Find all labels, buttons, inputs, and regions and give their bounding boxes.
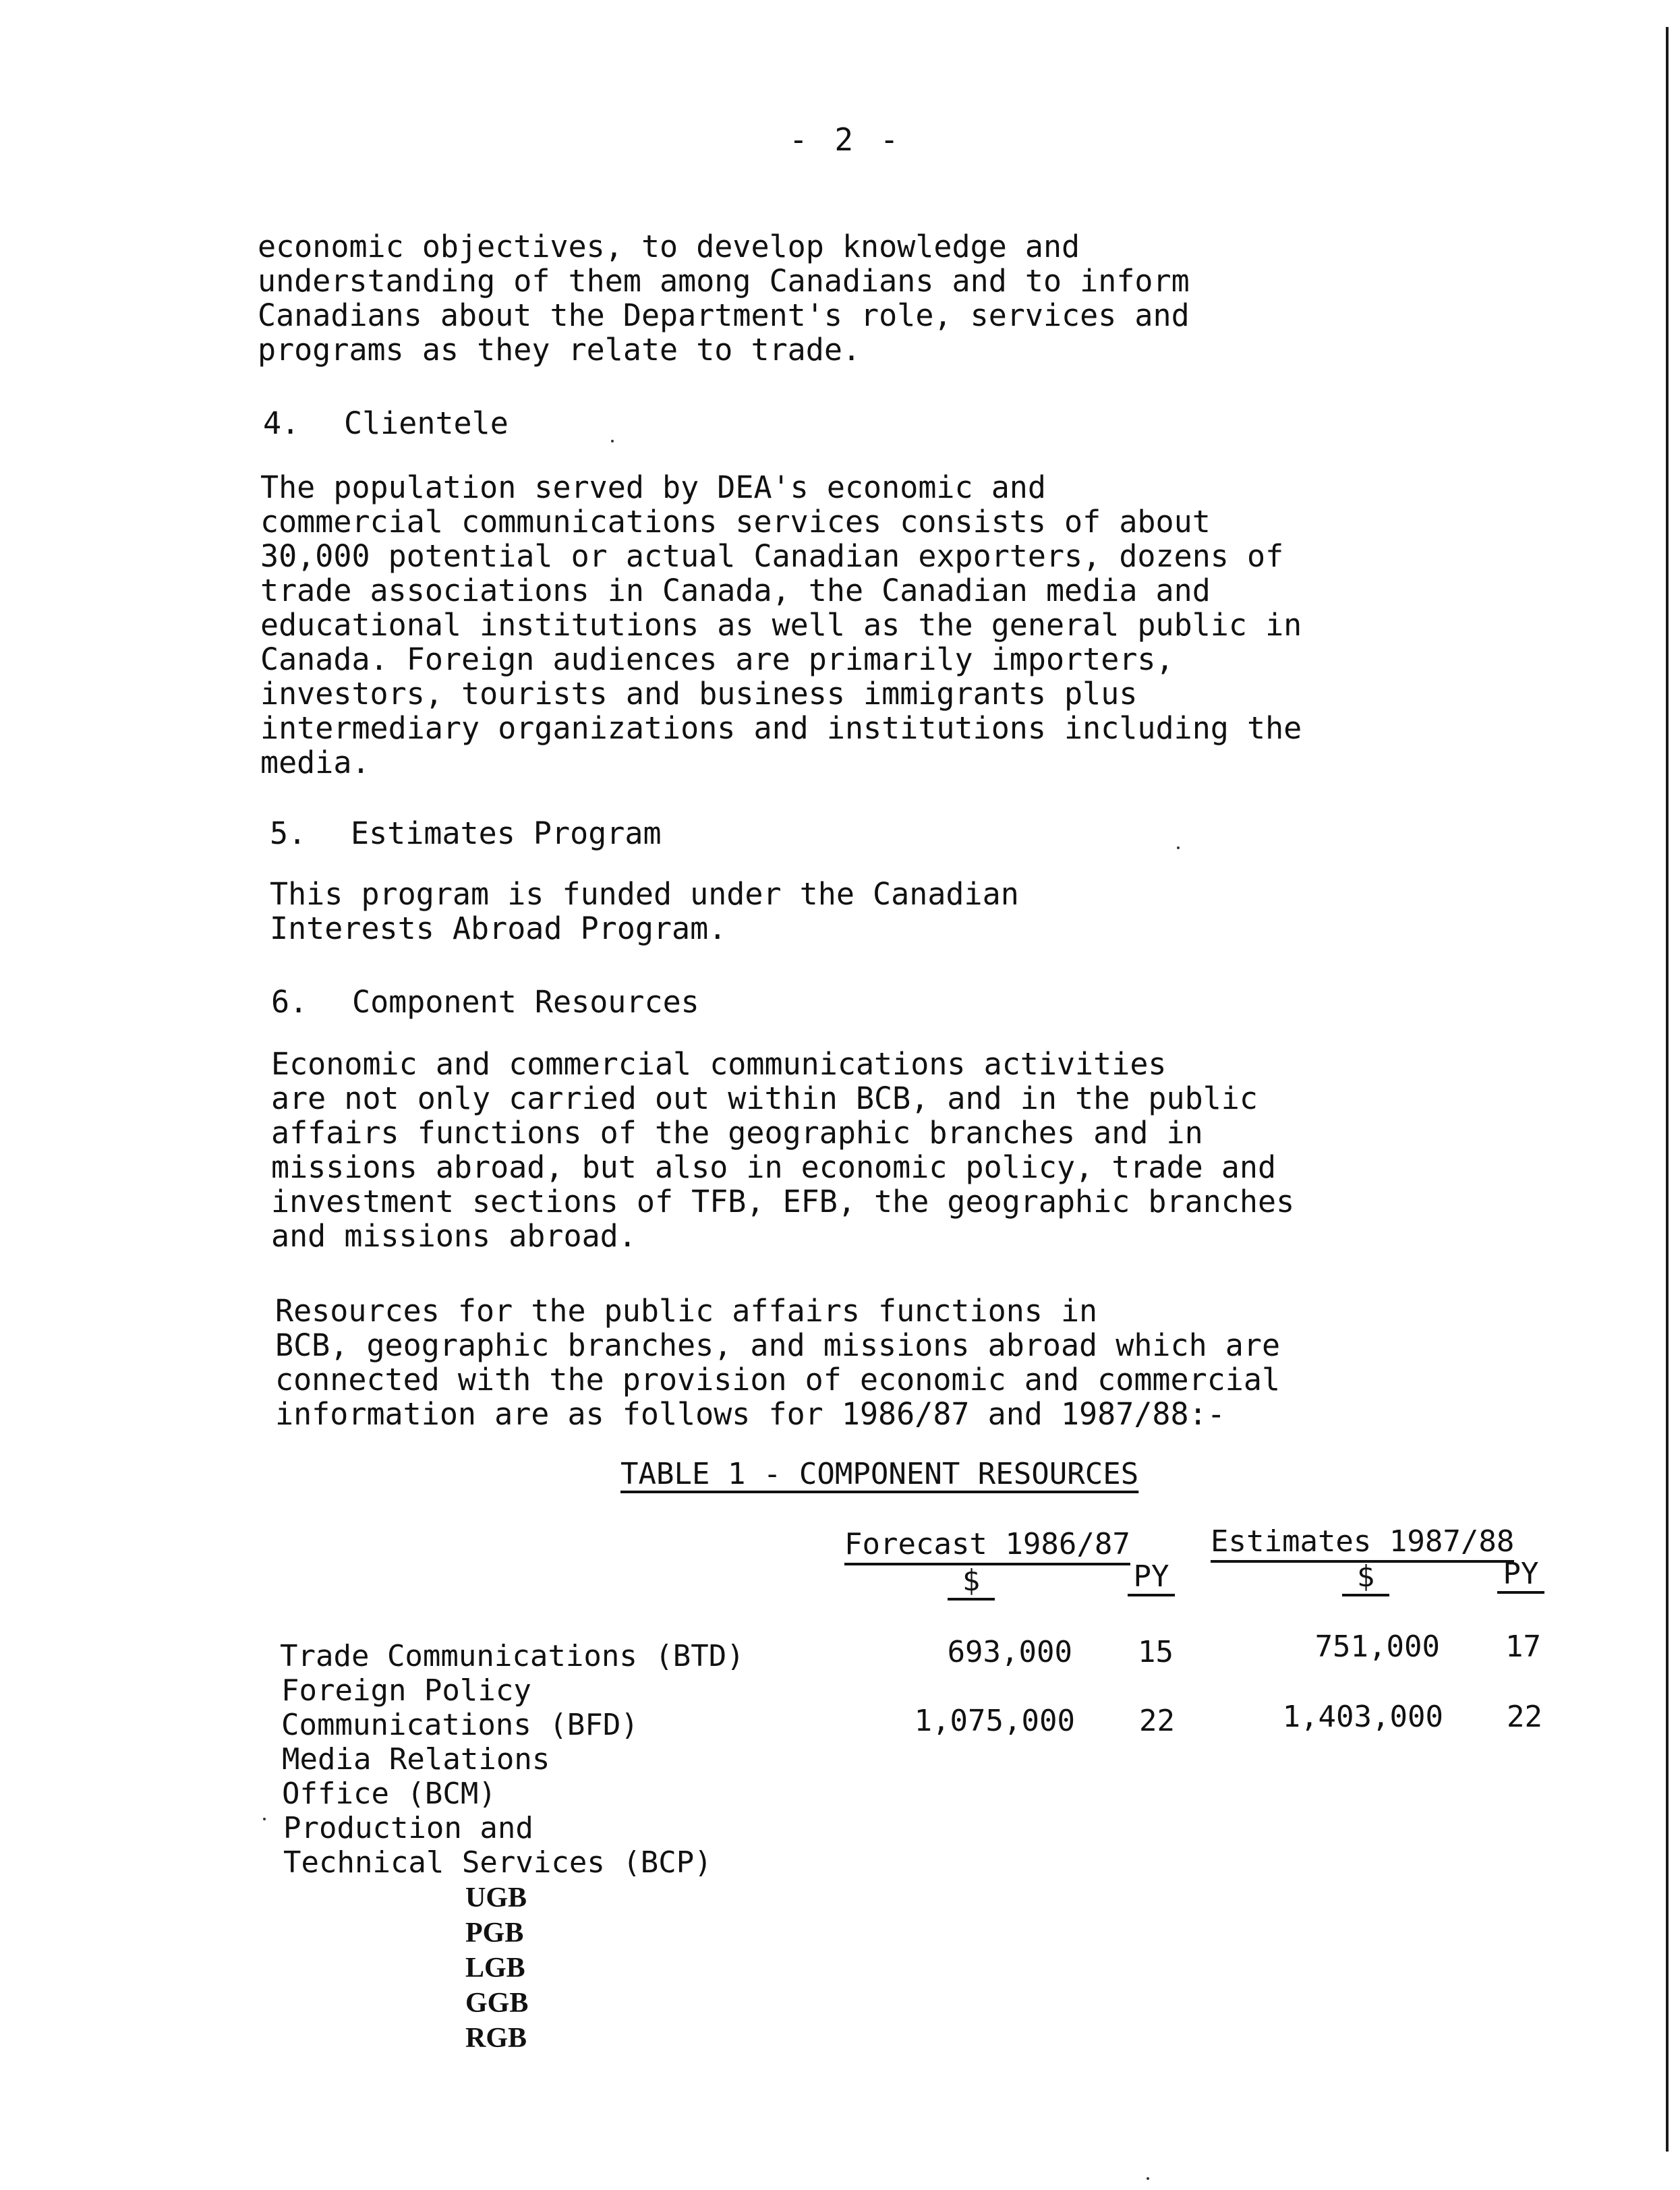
table-cell-estimates-dollars: 751,000 [1314, 1630, 1440, 1664]
section-heading-estimates-program [270, 816, 662, 851]
table-sub-item: GGB [465, 1988, 529, 2019]
section-title: Component Resources [352, 984, 699, 1020]
section-title: Clientele [344, 405, 509, 441]
page-number: - 2 - [789, 121, 903, 158]
table-cell-estimates-py: 17 [1505, 1630, 1541, 1664]
table-sub-item: UGB [465, 1882, 527, 1913]
column-group-estimates: Estimates 1987/88 [1211, 1524, 1514, 1563]
table-cell-estimates-py: 22 [1507, 1700, 1542, 1734]
scan-speck [1177, 846, 1180, 849]
intro-paragraph: economic objectives, to develop knowledge and understanding of them among Canadians and to inform Canadians about the Department's role, services and programs as they relate to trade. [258, 229, 1190, 368]
table-cell-forecast-dollars: 693,000 [947, 1635, 1072, 1669]
section-heading-component-resources [271, 985, 699, 1019]
section-number: 5. [270, 815, 307, 851]
section-heading-clientele [263, 406, 509, 440]
column-group-forecast: Forecast 1986/87 [844, 1527, 1130, 1565]
table-row-label: Trade Communications (BTD) [280, 1639, 745, 1673]
column-header-estimates-dollars: $ [1342, 1559, 1389, 1596]
table-cell-forecast-py: 15 [1138, 1635, 1174, 1669]
scan-speck [263, 1818, 266, 1820]
column-header-estimates-py: PY [1497, 1557, 1544, 1594]
table-sub-item: PGB [465, 1918, 524, 1949]
scan-speck [611, 440, 614, 442]
section-number: 4. [263, 405, 300, 441]
table-sub-item: LGB [465, 1953, 525, 1984]
table-row-label: Media Relations Office (BCM) [282, 1742, 550, 1811]
table-row-label: Foreign Policy Communications (BFD) [281, 1673, 639, 1742]
table-cell-forecast-py: 22 [1139, 1704, 1175, 1738]
table-cell-forecast-dollars: 1,075,000 [914, 1704, 1075, 1738]
table-row-label: Production and Technical Services (BCP) [283, 1811, 712, 1880]
table-cell-estimates-dollars: 1,403,000 [1282, 1700, 1443, 1734]
section-number: 6. [271, 984, 308, 1020]
table-title: TABLE 1 - COMPONENT RESOURCES [620, 1457, 1139, 1491]
column-header-forecast-py: PY [1128, 1559, 1175, 1596]
column-header-forecast-dollars: $ [948, 1563, 995, 1601]
scan-edge-line [1666, 27, 1669, 2152]
scan-speck [1147, 2177, 1149, 2180]
table-sub-item: RGB [465, 2023, 527, 2054]
clientele-paragraph: The population served by DEA's economic and commercial communications services consists of about 30,000 potential or actual Canadian exporters, dozens of trade associations in Canada, the Canadian media and educational institutions as well as the general public in Canada. Foreign audiences are primarily importers, investors, tourists and business immigrants plus intermediary organizations and institutions including the media. [260, 469, 1302, 780]
section-title: Estimates Program [351, 815, 662, 851]
resources-paragraph: Resources for the public affairs functions in BCB, geographic branches, and missions abroad which are connected with the provision of economic and commercial information are as follows for 1986/87 and 1987/88:- [275, 1293, 1281, 1432]
component-resources-paragraph: Economic and commercial communications activities are not only carried out within BCB, and in the public affairs functions of the geographic branches and in missions abroad, but also in economic policy, trade and investment sections of TFB, EFB, the geographic branches and missions abroad. [271, 1046, 1295, 1254]
estimates-program-paragraph: This program is funded under the Canadian Interests Abroad Program. [270, 876, 1019, 946]
